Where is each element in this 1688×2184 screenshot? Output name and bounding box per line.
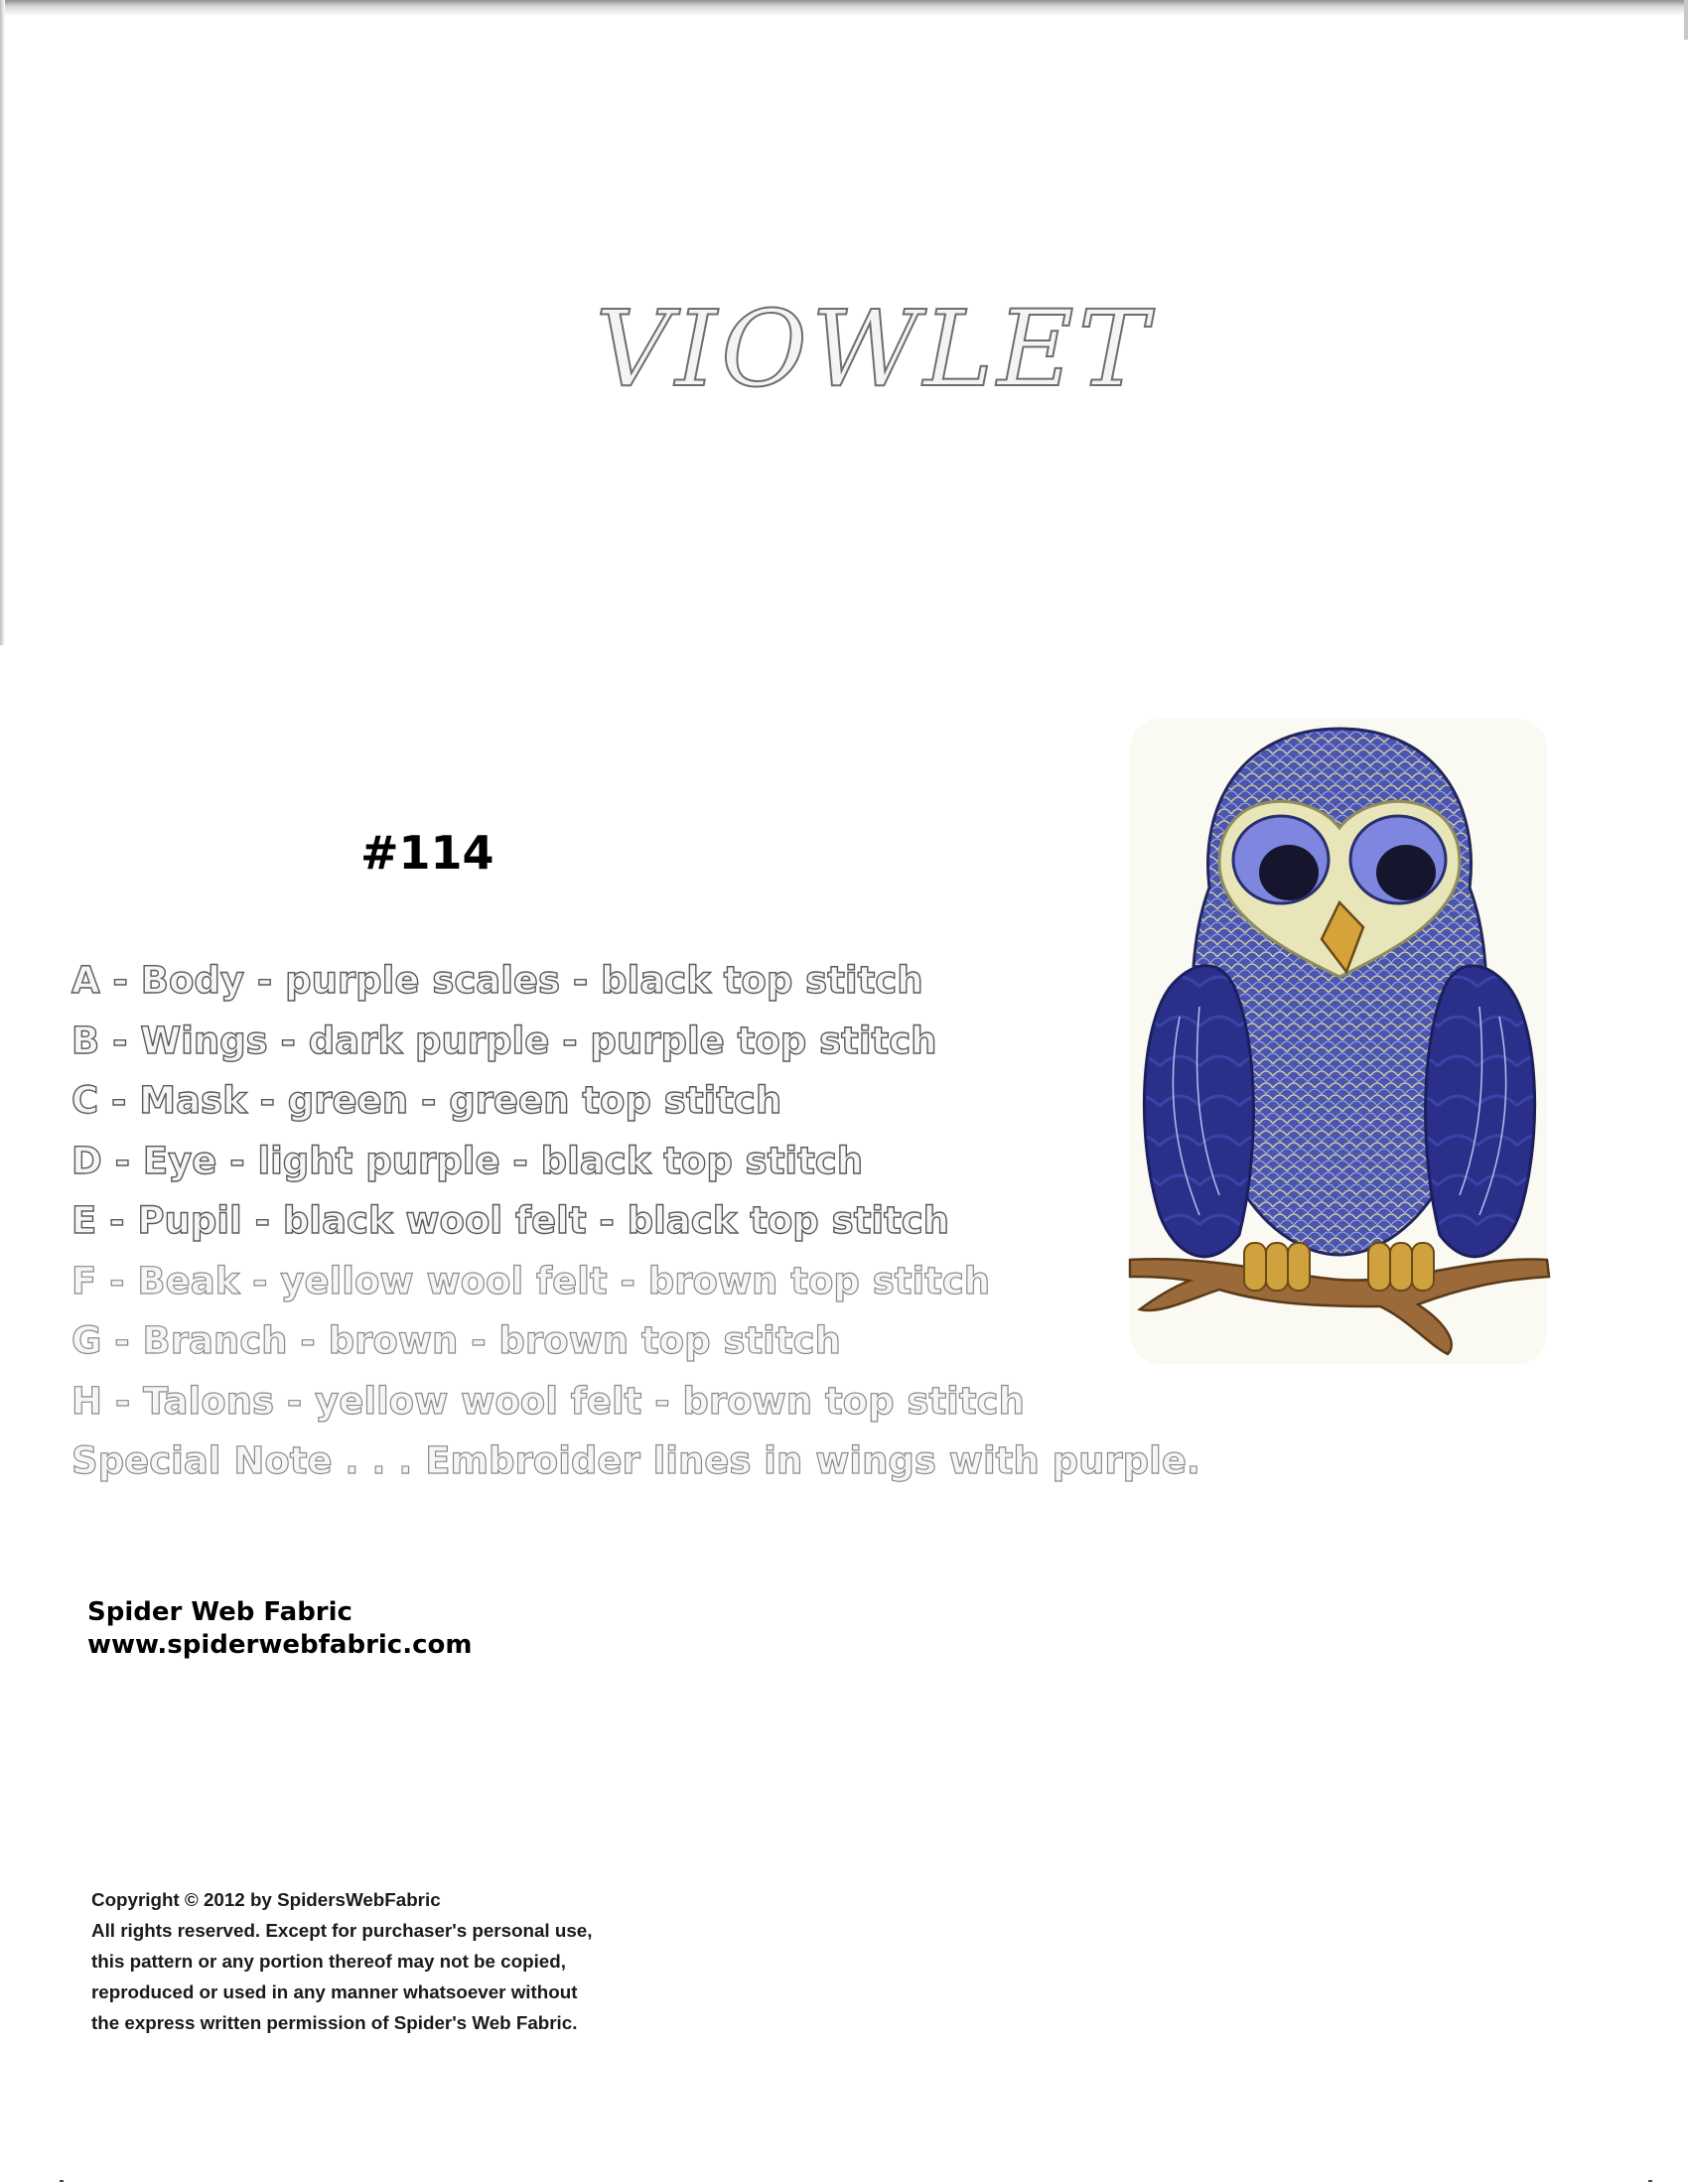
publisher-website: www.spiderwebfabric.com — [87, 1630, 473, 1660]
copyright-line: this pattern or any portion thereof may not be copied, — [91, 1951, 566, 1972]
scan-edge-right — [1684, 0, 1688, 40]
publisher-block — [87, 1596, 472, 1662]
legend-item-wings: B - Wings - dark purple - purple top stitch — [71, 1019, 937, 1062]
materials-legend — [71, 951, 1200, 1492]
scan-speck — [60, 2180, 64, 2182]
copyright-line: the express written permission of Spider's Web Fabric. — [91, 2012, 578, 2033]
owl-illustration — [1120, 719, 1559, 1364]
legend-item-beak: F - Beak - yellow wool felt - brown top stitch — [71, 1259, 991, 1302]
legend-item-mask: C - Mask - green - green top stitch — [71, 1079, 782, 1122]
scan-edge-left — [0, 0, 5, 645]
publisher-name: Spider Web Fabric — [87, 1597, 352, 1627]
scan-edge-top — [0, 0, 1688, 16]
legend-item-pupil: E - Pupil - black wool felt - black top stitch — [71, 1199, 950, 1242]
legend-item-eye: D - Eye - light purple - black top stitch — [71, 1139, 864, 1182]
copyright-notice — [91, 1884, 592, 2038]
legend-special-note: Special Note . . . Embroider lines in wings with purple. — [71, 1439, 1200, 1482]
copyright-line: All rights reserved. Except for purchaser's personal use, — [91, 1920, 593, 1941]
copyright-line: Copyright © 2012 by SpidersWebFabric — [91, 1889, 441, 1910]
copyright-line: reproduced or used in any manner whatsoever without — [91, 1981, 578, 2002]
owl-figure — [1120, 719, 1559, 1364]
legend-item-body: A - Body - purple scales - black top stitch — [71, 959, 923, 1002]
pattern-title: VIOWLET — [595, 288, 1153, 410]
legend-item-talons: H - Talons - yellow wool felt - brown top stitch — [71, 1379, 1025, 1423]
legend-item-branch: G - Branch - brown - brown top stitch — [71, 1319, 841, 1362]
pattern-number: #114 — [360, 826, 494, 880]
scan-speck — [1648, 2180, 1652, 2182]
owl-left-pupil — [1259, 845, 1319, 900]
owl-right-pupil — [1376, 845, 1436, 900]
